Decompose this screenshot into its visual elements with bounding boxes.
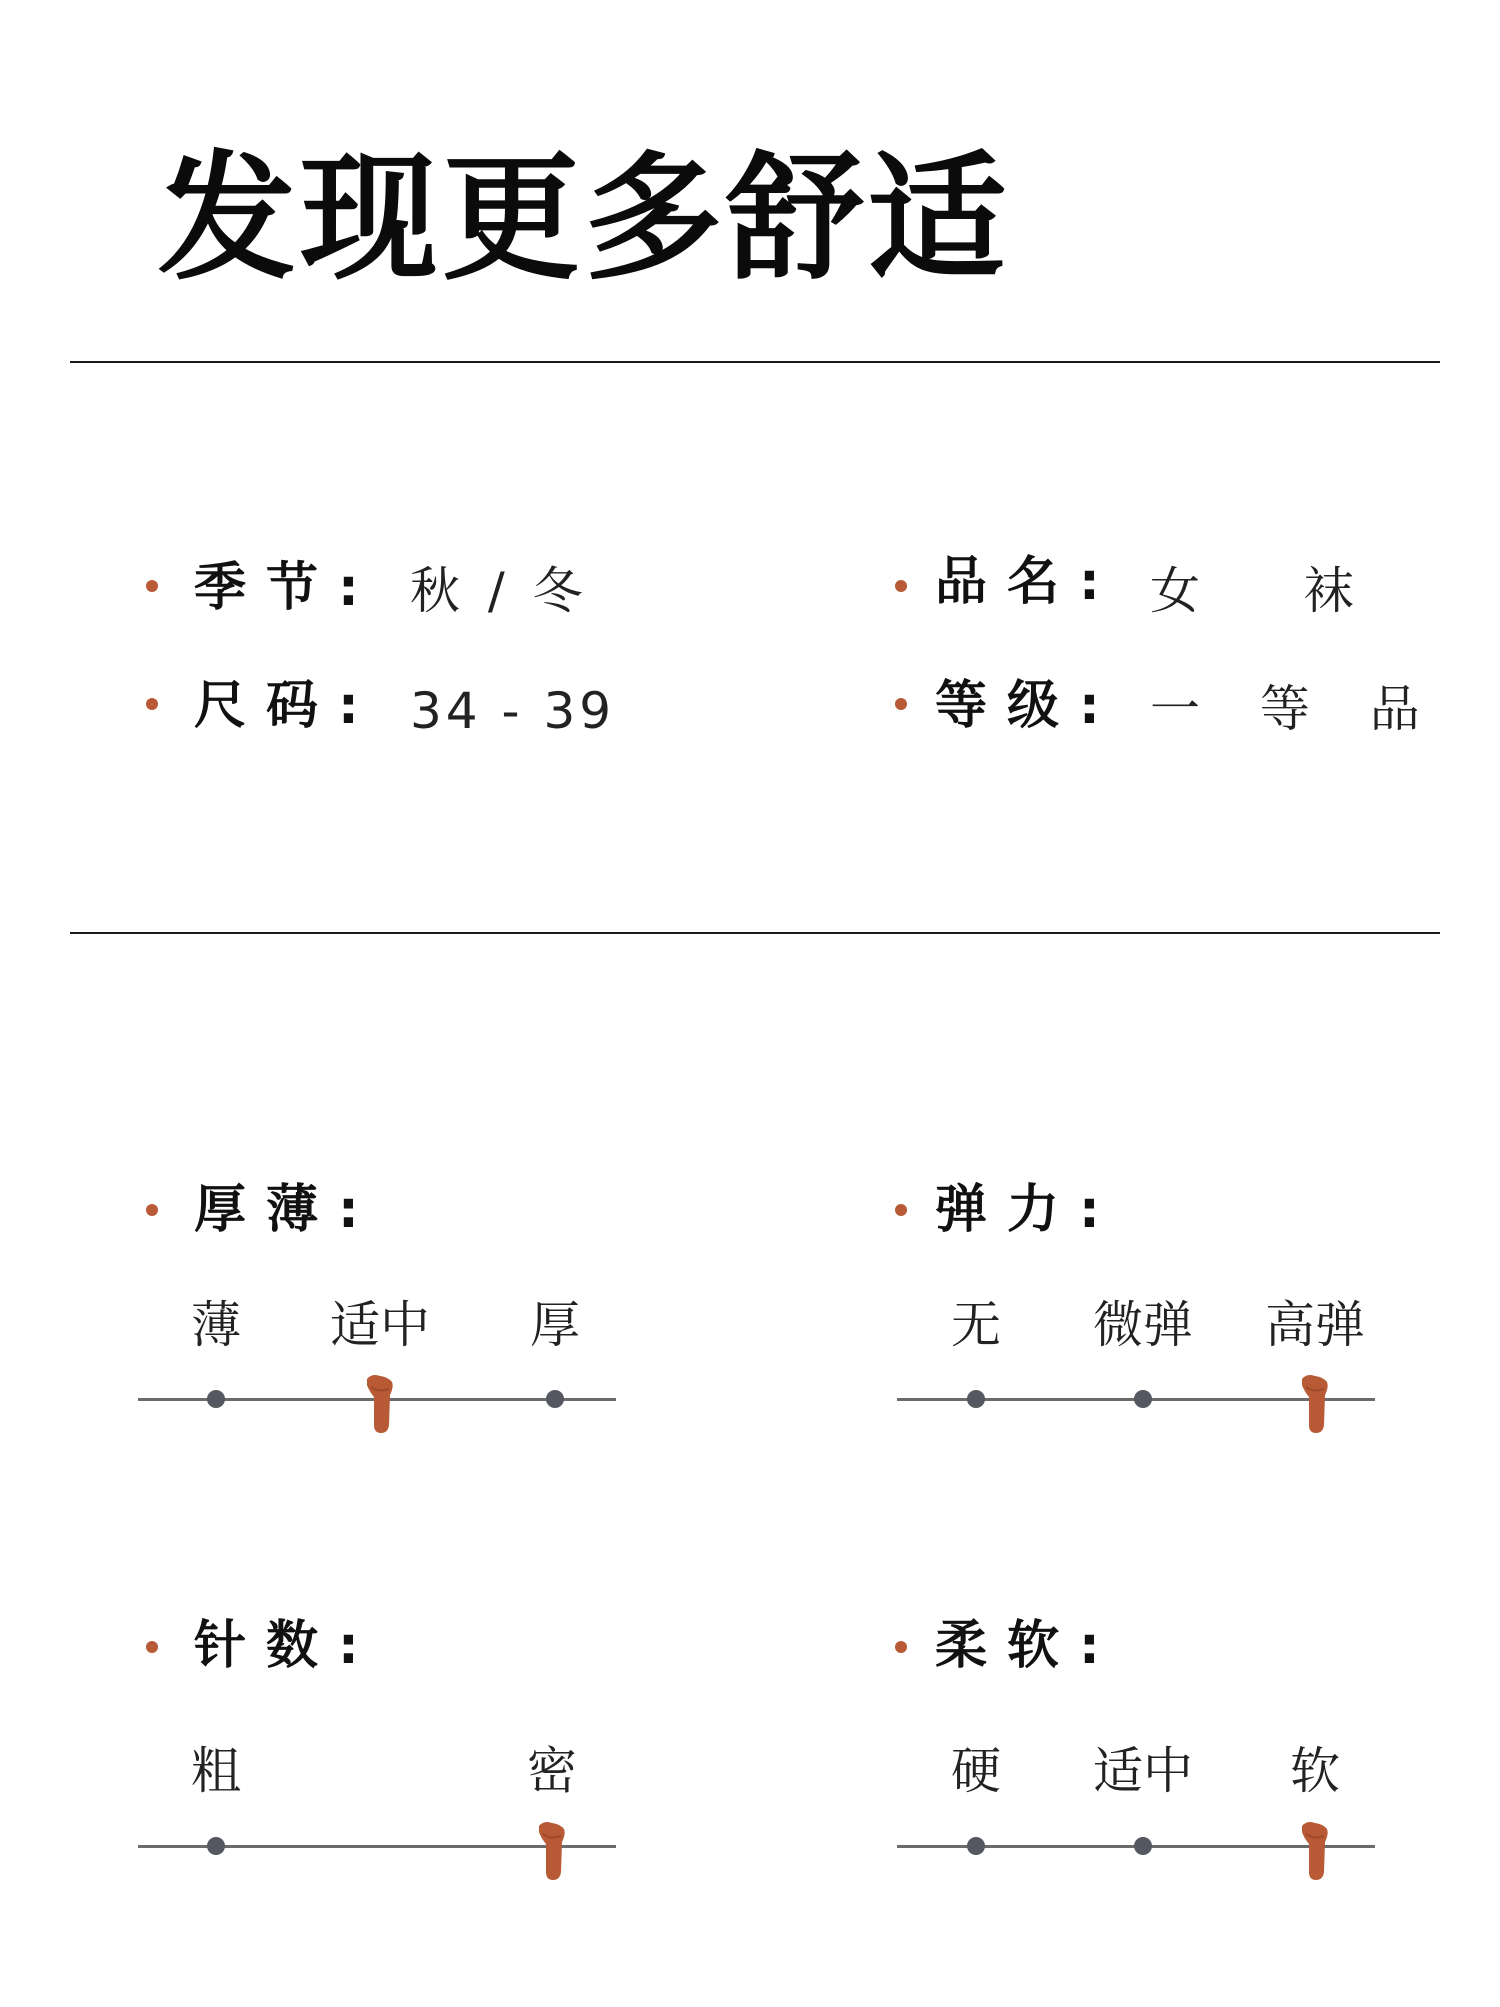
scale-option-label: 粗 [191,1742,241,1800]
middle-divider [70,932,1440,934]
scale-title: 弹力: [935,1180,1120,1240]
scale-title: 厚薄: [194,1180,379,1240]
scale-option-label: 薄 [191,1296,241,1354]
bullet [895,1204,907,1216]
top-divider [70,361,1440,363]
scale-option-label: 硬 [951,1742,1001,1800]
scale-tick [207,1837,225,1855]
bullet [895,1641,907,1653]
bullet [895,580,907,592]
page-title: 发现更多舒适 [158,138,1011,299]
scale-tick [207,1390,225,1408]
spec-value: 一 等 品 [1150,680,1442,738]
spec-label: 尺码: [194,676,379,736]
sock-marker-icon [1298,1820,1332,1882]
bullet [895,698,907,710]
scale-title: 针数: [194,1616,379,1676]
scale-option-label: 适中 [1093,1742,1193,1800]
scale-option-label: 软 [1290,1742,1340,1800]
bullet [146,580,158,592]
sock-marker-icon [1298,1373,1332,1435]
bullet [146,1641,158,1653]
scale-option-label: 适中 [330,1296,430,1354]
spec-value: 秋 / 冬 [410,562,589,620]
scale-tick [967,1390,985,1408]
scale-option-label: 密 [527,1742,577,1800]
scale-option-label: 无 [951,1296,1001,1354]
scale-tick [1134,1390,1152,1408]
bullet [146,698,158,710]
scale-tick [967,1837,985,1855]
spec-value: 34 - 39 [410,682,616,740]
scale-option-label: 厚 [530,1296,580,1354]
sock-marker-icon [535,1820,569,1882]
scale-option-label: 高弹 [1265,1296,1365,1354]
spec-value: 女 袜 [1150,562,1362,620]
scale-title: 柔软: [935,1616,1120,1676]
spec-label: 等级: [935,676,1120,736]
scale-tick [1134,1837,1152,1855]
scale-option-label: 微弹 [1093,1296,1193,1354]
spec-label: 品名: [935,552,1120,612]
scale-tick [546,1390,564,1408]
spec-label: 季节: [194,558,379,618]
bullet [146,1204,158,1216]
sock-marker-icon [363,1373,397,1435]
